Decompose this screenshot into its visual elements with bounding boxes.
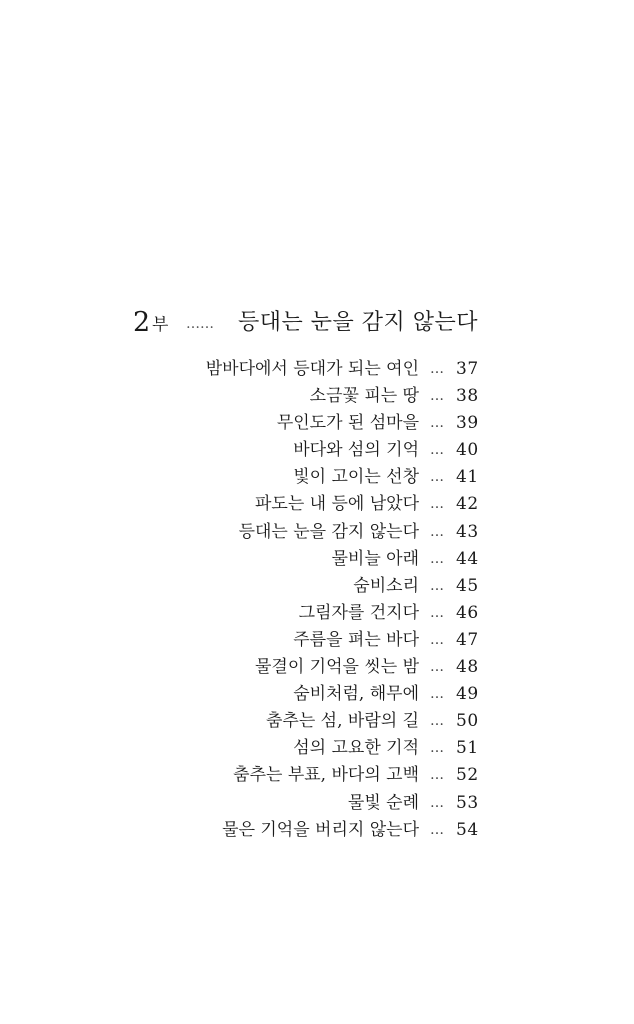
toc-entry-page-number: 44 <box>456 548 479 569</box>
toc-entry-title: 빛이 고이는 선창 <box>293 467 419 488</box>
toc-entry-title: 춤추는 부표, 바다의 고백 <box>233 765 419 786</box>
toc-entry <box>0 655 634 682</box>
toc-entry-title: 섬의 고요한 기적 <box>293 738 419 759</box>
toc-entry-page-number: 53 <box>456 792 479 813</box>
toc-entry <box>0 547 634 574</box>
toc-entry-page-number: 46 <box>456 602 479 623</box>
toc-entry-page-number: 39 <box>456 413 479 434</box>
toc-entry-page-number: 41 <box>456 467 479 488</box>
toc-entry-page-number: 45 <box>456 575 479 596</box>
toc-entry-title: 물은 기억을 버리지 않는다 <box>222 819 419 840</box>
toc-entry-title: 파도는 내 등에 남았다 <box>254 494 419 515</box>
toc-entry-leader: … <box>430 361 444 377</box>
toc-entry-title: 주름을 펴는 바다 <box>293 629 419 650</box>
toc-entry-title: 무인도가 된 섬마을 <box>276 413 419 434</box>
toc-entry-title: 바다와 섬의 기억 <box>293 440 419 461</box>
toc-entry-page-number: 47 <box>456 629 479 650</box>
toc-entry-leader: … <box>430 388 444 405</box>
toc-entry-leader: … <box>430 577 444 594</box>
toc-entry <box>0 601 634 628</box>
toc-entry <box>0 818 634 845</box>
toc-entry-title: 소금꽃 피는 땅 <box>309 386 419 407</box>
toc-entry-page-number: 49 <box>456 684 479 705</box>
toc-entry <box>0 465 634 492</box>
part-number: 2 <box>133 307 150 338</box>
toc-entry-title: 등대는 눈을 감지 않는다 <box>238 521 419 542</box>
part-word: 부 <box>152 315 169 335</box>
toc-entry-leader: … <box>430 794 444 811</box>
toc-entry <box>0 709 634 736</box>
toc-entry-leader: … <box>430 523 444 540</box>
toc-entry <box>0 492 634 519</box>
toc-entry <box>0 736 634 763</box>
toc-entry-page-number: 54 <box>456 819 479 840</box>
toc-entry-leader: … <box>430 767 444 784</box>
toc-entry <box>0 520 634 547</box>
toc-entry-page-number: 43 <box>456 521 479 542</box>
toc-entry-page-number: 37 <box>456 359 479 379</box>
toc-entry-title: 물빛 순례 <box>347 792 419 813</box>
toc-entry-title: 물비늘 아래 <box>331 548 419 569</box>
toc-entry-leader: … <box>430 631 444 648</box>
heading-leader: …… <box>186 316 214 332</box>
toc-entry-title: 춤추는 섬, 바람의 길 <box>266 711 419 732</box>
toc-entry <box>0 763 634 790</box>
toc-entry-leader: … <box>430 659 444 676</box>
toc-entry-leader: … <box>430 740 444 757</box>
toc-entry <box>0 357 634 384</box>
toc-entry <box>0 438 634 465</box>
toc-entry <box>0 411 634 438</box>
toc-entry-leader: … <box>430 550 444 567</box>
toc-entry <box>0 574 634 601</box>
toc-entry-title: 숨비소리 <box>353 575 419 596</box>
toc-entry-leader: … <box>430 686 444 703</box>
toc-entry <box>0 682 634 709</box>
toc-entry-leader: … <box>430 713 444 730</box>
toc-entry-title: 그림자를 건지다 <box>298 602 419 623</box>
toc-entry-page-number: 50 <box>456 711 479 732</box>
toc-entry-leader: … <box>430 821 444 838</box>
toc-entry-title: 밤바다에서 등대가 되는 여인 <box>205 359 419 379</box>
toc-entry-leader: … <box>430 415 444 432</box>
toc-entry-page-number: 48 <box>456 657 479 678</box>
table-of-contents <box>0 357 634 845</box>
section-heading <box>133 306 478 340</box>
toc-entry <box>0 384 634 411</box>
toc-entry-title: 숨비처럼, 해무에 <box>293 684 419 705</box>
toc-entry-page-number: 38 <box>456 386 479 407</box>
toc-entry-leader: … <box>430 496 444 513</box>
toc-entry-leader: … <box>430 604 444 621</box>
toc-entry <box>0 628 634 655</box>
toc-entry-page-number: 42 <box>456 494 479 515</box>
toc-entry-page-number: 40 <box>456 440 479 461</box>
toc-entry-leader: … <box>430 442 444 459</box>
toc-entry-page-number: 51 <box>456 738 479 759</box>
toc-entry <box>0 791 634 818</box>
toc-entry-title: 물결이 기억을 씻는 밤 <box>254 657 419 678</box>
toc-entry-page-number: 52 <box>456 765 479 786</box>
toc-entry-leader: … <box>430 469 444 486</box>
section-title: 등대는 눈을 감지 않는다 <box>237 310 478 335</box>
